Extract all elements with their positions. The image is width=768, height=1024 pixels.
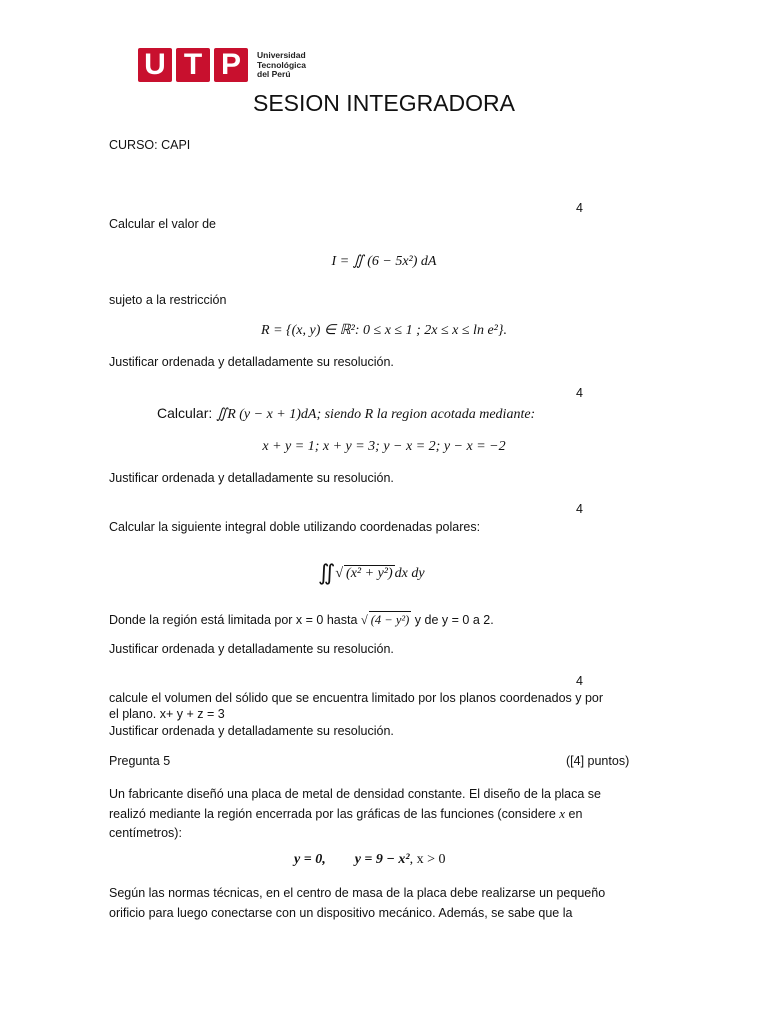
- logo-text-line2: Tecnológica: [257, 59, 306, 70]
- logo-letter-t: T: [176, 48, 210, 82]
- q3-region-prefix: Donde la región está limitada por x = 0 hasta: [109, 613, 361, 627]
- q5-eq3: , x > 0: [409, 852, 446, 867]
- q5-label: Pregunta 5: [109, 754, 171, 768]
- q1-integral: I = ∬ (6 − 5x²) dA: [331, 254, 437, 269]
- q5-equations: [294, 852, 445, 868]
- q3-differentials: dx dy: [394, 566, 425, 581]
- q4-text-line2: el plano. x+ y + z = 3: [109, 707, 225, 721]
- logo-letter-p: P: [214, 48, 248, 82]
- q2-prefix: Calcular:: [157, 405, 217, 421]
- q3-region: Donde la región está limitada por x = 0 hasta √ (4 − y²) y de y = 0 a 2.: [109, 613, 494, 627]
- q1-intro: Calcular el valor de: [109, 217, 216, 231]
- q5-para2-line1: Según las normas técnicas, en el centro de masa de la placa debe realizarse un pequeño: [109, 886, 606, 900]
- q4-text-line1: calcule el volumen del sólido que se encuentra limitado por los planos coordenados y por: [109, 691, 604, 705]
- q3-double-integral-sign: ∬: [318, 560, 330, 585]
- q5-points: ([4] puntos): [566, 754, 630, 768]
- logo-text: [257, 51, 306, 80]
- logo-text-line3: del Perú: [257, 69, 291, 79]
- page-title: SESION INTEGRADORA: [253, 90, 515, 116]
- q5-para1-line1: Un fabricante diseñó una placa de metal de densidad constante. El diseño de la placa se: [109, 787, 601, 801]
- q2-integral: ∬R (y − x + 1)dA; siendo R la region acotada mediante:: [216, 407, 536, 422]
- q3-integral: ∬ √ (x² + y²) dx dy: [318, 560, 425, 585]
- q5-para2-line2: orificio para luego conectarse con un dispositivo mecánico. Además, se sabe que la: [109, 906, 573, 920]
- q5-paragraph-1: [109, 785, 601, 843]
- q1-region: R = {(x, y) ∈ ℝ²: 0 ≤ x ≤ 1 ; 2x ≤ x ≤ ln e²}.: [261, 323, 507, 338]
- course-label: CURSO: CAPI: [109, 138, 191, 152]
- logo-letter-u: U: [138, 48, 172, 82]
- q4-points: 4: [576, 674, 583, 688]
- q3-region-suffix: y de y = 0 a 2.: [411, 613, 494, 627]
- q3-justify: Justificar ordenada y detalladamente su resolución.: [109, 642, 394, 656]
- q5-paragraph-2: [109, 883, 605, 923]
- q5-eq2: y = 9 − x²: [354, 852, 410, 867]
- q5-para1-line3: centímetros):: [109, 826, 182, 840]
- q5-para1-variable: x: [559, 806, 566, 821]
- q4-justify: Justificar ordenada y detalladamente su resolución.: [109, 724, 394, 738]
- q5-eq1: y = 0,: [294, 852, 326, 867]
- q1-justify: Justificar ordenada y detalladamente su resolución.: [109, 355, 394, 369]
- logo-text-line1: Universidad: [257, 50, 306, 60]
- q2-statement: [157, 405, 535, 423]
- q5-para1-tail: en: [565, 807, 583, 821]
- q1-points: 4: [576, 201, 583, 215]
- q2-justify: Justificar ordenada y detalladamente su resolución.: [109, 471, 394, 485]
- q5-para1-line2: realizó mediante la región encerrada por las gráficas de las funciones (considere: [109, 807, 560, 821]
- q3-intro: Calcular la siguiente integral doble utilizando coordenadas polares:: [109, 520, 481, 534]
- q3-radicand: (x² + y²): [346, 566, 393, 581]
- q3-points: 4: [576, 502, 583, 516]
- q2-points: 4: [576, 386, 583, 400]
- q1-restriction-intro: sujeto a la restricción: [109, 293, 227, 307]
- q2-boundary-lines: x + y = 1; x + y = 3; y − x = 2; y − x = −2: [262, 439, 506, 454]
- q3-region-radicand: (4 − y²): [370, 613, 410, 627]
